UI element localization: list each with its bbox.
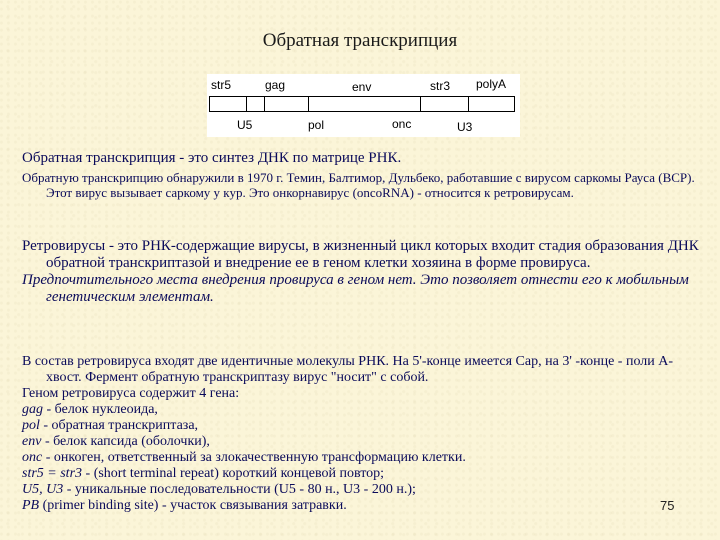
insertion-paragraph: Предпочтительного места внедрения провируса в геном нет. Это позволяет отнести его к мобильным генетическим элементам. (22, 272, 689, 305)
gene-definition: (primer binding site) - участок связывания затравки. (39, 498, 347, 513)
label-u5: U5 (237, 118, 253, 132)
page-number: 75 (660, 498, 675, 513)
label-str3: str3 (430, 79, 451, 93)
label-pol: pol (308, 118, 325, 132)
label-onc: onc (392, 117, 412, 131)
gene-term: U5, U3 (22, 482, 64, 497)
gene-env-line (22, 434, 702, 450)
gene-term: str5 = str3 (22, 466, 83, 481)
label-gag: gag (265, 78, 286, 92)
str-line (22, 466, 702, 482)
segment-divider (420, 97, 421, 111)
gene-definition: - (short terminal repeat) короткий концевой повтор; (82, 466, 385, 481)
composition-block (22, 354, 702, 514)
gene-term: PB (22, 498, 40, 513)
provirus-map-diagram (207, 74, 520, 137)
gene-gag-line (22, 402, 702, 418)
pb-line (22, 498, 702, 514)
gene-definition: - обратная транскриптаза, (39, 418, 199, 433)
segment-divider (308, 97, 309, 111)
segment-divider (468, 97, 469, 111)
retrovirus-block (22, 238, 702, 306)
gene-definition: - белок нуклеоида, (43, 402, 158, 417)
gene-term: env (22, 434, 42, 449)
page-title: Обратная транскрипция (262, 30, 458, 51)
gene-term: pol (22, 418, 40, 433)
retrovirus-definition: Ретровирусы - это РНК-содержащие вирусы, в жизненный цикл которых входит стадия образования ДНК обратной транскриптазой и внедрение ее в геном клетки хозяина в форме провируса. (22, 238, 699, 271)
label-env: env (352, 80, 372, 94)
u-line (22, 482, 702, 498)
gene-pol-line (22, 418, 702, 434)
definition-line: Обратная транскрипция - это синтез ДНК по матрице РНК. (22, 150, 402, 166)
gene-definition: - уникальные последовательности (U5 - 80 н., U3 - 200 н.); (63, 482, 416, 497)
gene-term: onc (22, 450, 43, 465)
gene-term: gag (22, 402, 43, 417)
discovery-paragraph: Обратную транскрипцию обнаружили в 1970 г. Темин, Балтимор, Дульбеко, работавшие с вирусом саркомы Рауса (ВСР). Этот вирус вызывает саркому у кур. Это онкорнавирус (oncoRNA) - относится к ретровирусам. (22, 170, 695, 200)
segment-divider (264, 97, 265, 111)
label-str5: str5 (211, 78, 232, 92)
label-polya: polyA (476, 77, 507, 91)
label-u3: U3 (457, 120, 473, 134)
definition-block (22, 150, 702, 200)
genome-line: Геном ретровируса содержит 4 гена: (22, 386, 240, 401)
composition-intro: В состав ретровируса входят две идентичные молекулы РНК. На 5'-конце имеется Cap, на 3' -конце - поли А-хвост. Фермент обратную транскриптазу вирус "носит" с собой. (22, 354, 674, 385)
gene-definition: - онкоген, ответственный за злокачественную трансформацию клетки. (42, 450, 466, 465)
provirus-bar (209, 96, 515, 112)
segment-divider (246, 97, 247, 111)
gene-definition: - белок капсида (оболочки), (41, 434, 210, 449)
gene-onc-line (22, 450, 702, 466)
